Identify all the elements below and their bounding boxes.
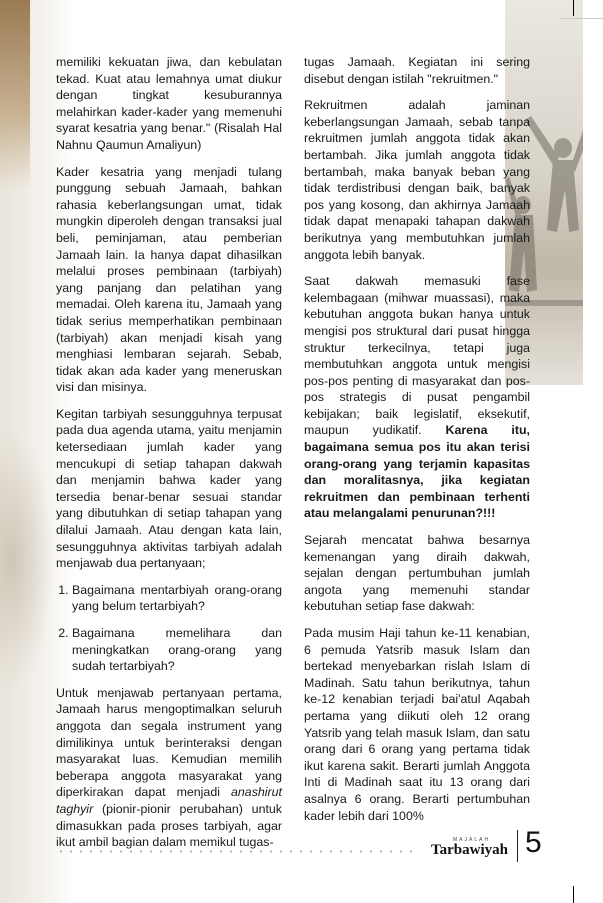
footer-dotted-rule (56, 850, 416, 853)
right-paragraph-2: Rekruitmen adalah jaminan keberlangsungan Jamaah, sebab tanpa rekruitmen jumlah anggota tidak akan bertambah. Jika jumlah anggota tidak bertambah, maka banyak beban yang tidak terdistribusi dengan baik, banyak pos yang kosong, dan akhirnya Jamaah tidak dapat menapaki tahapan dakwah berikutnya yang membutuhkan jumlah anggota lebih banyak. (304, 98, 530, 262)
left-paragraph-2: Kader kesatria yang menjadi tulang punggung sebuah Jamaah, bahkan rahasia keberlangsungan umat, tidak mungkin diperoleh dengan transaksi jual beli, peminjaman, atau pemberian Jamaah lain. Ia hanya dapat dihasilkan melalui proses pembinaan (tarbiyah) yang panjang dan pelatihan yang memadai. Oleh karena itu, Jamaah yang tidak serius memperhatikan pembinaan (tarbiyah) akan menjadi kisah yang menghiasi lembaran sejarah. Sebab, tidak akan ada kader yang meneruskan visi dan misinya. (56, 164, 282, 395)
crop-mark-bottom (573, 886, 574, 903)
left-faded-figure (0, 430, 55, 690)
left-photo-edge (0, 0, 30, 190)
left-paragraph-4-italic-term: anashirut taghyir (56, 785, 282, 816)
question-list-item-2: 2. Bagaimana memelihara dan meningkatkan orang-orang yang sudah tertarbiyah? (72, 625, 282, 675)
left-paragraph-3: Kegitan tarbiyah sesungguhnya terpusat pada dua agenda utama, yaitu menjamin ketersediaan jumlah kader yang mencukupi di setiap tahapan dakwah dan menjamin bahwa kader yang tersedia benar-benar sesuai standar yang dibutuhkan di setiap tahapan yang dilalui Jamaah. Atau dengan kata lain, sesungguhnya aktivitas tarbiyah adalah menjawab dua pertanyaan; (56, 406, 282, 571)
left-paragraph-4-part-a: Untuk menjawab pertanyaan pertama, Jamaah harus mengoptimalkan seluruh anggota dan segala instrument yang dimilikinya untuk berinteraksi dengan masyarakat luas. Kemudian memilih beberapa anggota masyarakat yang diperkirakan dapat menjadi (56, 685, 282, 800)
right-paragraph-5: Pada musim Haji tahun ke-11 kenabian, 6 pemuda Yatsrib masuk Islam dan bertekad menyebarkan rislah Islam di Madinah. Satu tahun berikutnya, tahun ke-12 kenabian terjadi bai'atul Aqabah pertama yang diikuti oleh 12 orang Yatsrib yang telah masuk Islam, dan satu orang dari 6 orang yang pertama tidak ikut karena sakit. Berarti jumlah Anggota Inti di Madinah saat itu 13 orang dari asalnya 6 orang. Berarti pertumbuhan kader lebih dari 100% (304, 626, 530, 823)
left-paragraph-4 (56, 685, 282, 851)
right-paragraph-3-normal: Saat dakwah memasuki fase kelembagaan (mihwar muassasi), maka kebutuhan anggota bukan hanya untuk mengisi pos struktural dari pusat hingga struktur terkecilnya, tetapi juga membutuhkan anggota untuk mengisi pos-pos penting di masyarakat dan pos-pos strategis di pusat pengambil kebijakan; baik legislatif, eksekutif, maupun yudikatif. (304, 274, 530, 438)
magazine-brand-logo (431, 838, 513, 862)
right-paragraph-3-bold-question: Karena itu, bagaimana semua pos itu akan terisi orang-orang yang terjamin kapasitas dan moralitasnya, jika kegiatan rekruitmen dan pembinaan terhenti atau melangalami penurunan?!!! (304, 423, 530, 521)
question-list-item-1: 1. Bagaimana mentarbiyah orang-orang yang belum tertarbiyah? (72, 582, 282, 615)
crop-mark-horizontal (560, 18, 603, 19)
crop-mark-top (573, 0, 574, 16)
footer-divider (517, 830, 518, 862)
left-text-column (56, 54, 282, 861)
left-paragraph-4-part-b: (pionir-pionir perubahan) untuk dimasukkan pada proses tarbiyah, agar ikut ambil bagian dalam memikul tugas- (56, 801, 282, 850)
right-paragraph-1: tugas Jamaah. Kegiatan ini sering disebut dengan istilah "rekruitmen." (304, 55, 530, 86)
right-text-column (304, 54, 530, 834)
question-list (56, 582, 282, 675)
right-paragraph-3 (304, 273, 530, 522)
left-paragraph-1: memiliki kekuatan jiwa, dan kebulatan tekad. Kuat atau lemahnya umat diukur dengan tingkat kesuburannya melahirkan kader-kader yang memenuhi syarat kesatria yang benar." (Risalah Hal Nahnu Qaumun Amaliyun) (56, 55, 282, 152)
right-paragraph-4: Sejarah mencatat bahwa besarnya kemenangan yang diraih dakwah, sejalan dengan pertumbuhan jumlah angota yang memenuhi standar kebutuhan setiap fase dakwah: (304, 533, 530, 614)
brand-name: Tarbawiyah (431, 842, 508, 858)
page-number: 5 (525, 826, 542, 859)
brand-small-label: MAJALAH (453, 837, 491, 843)
